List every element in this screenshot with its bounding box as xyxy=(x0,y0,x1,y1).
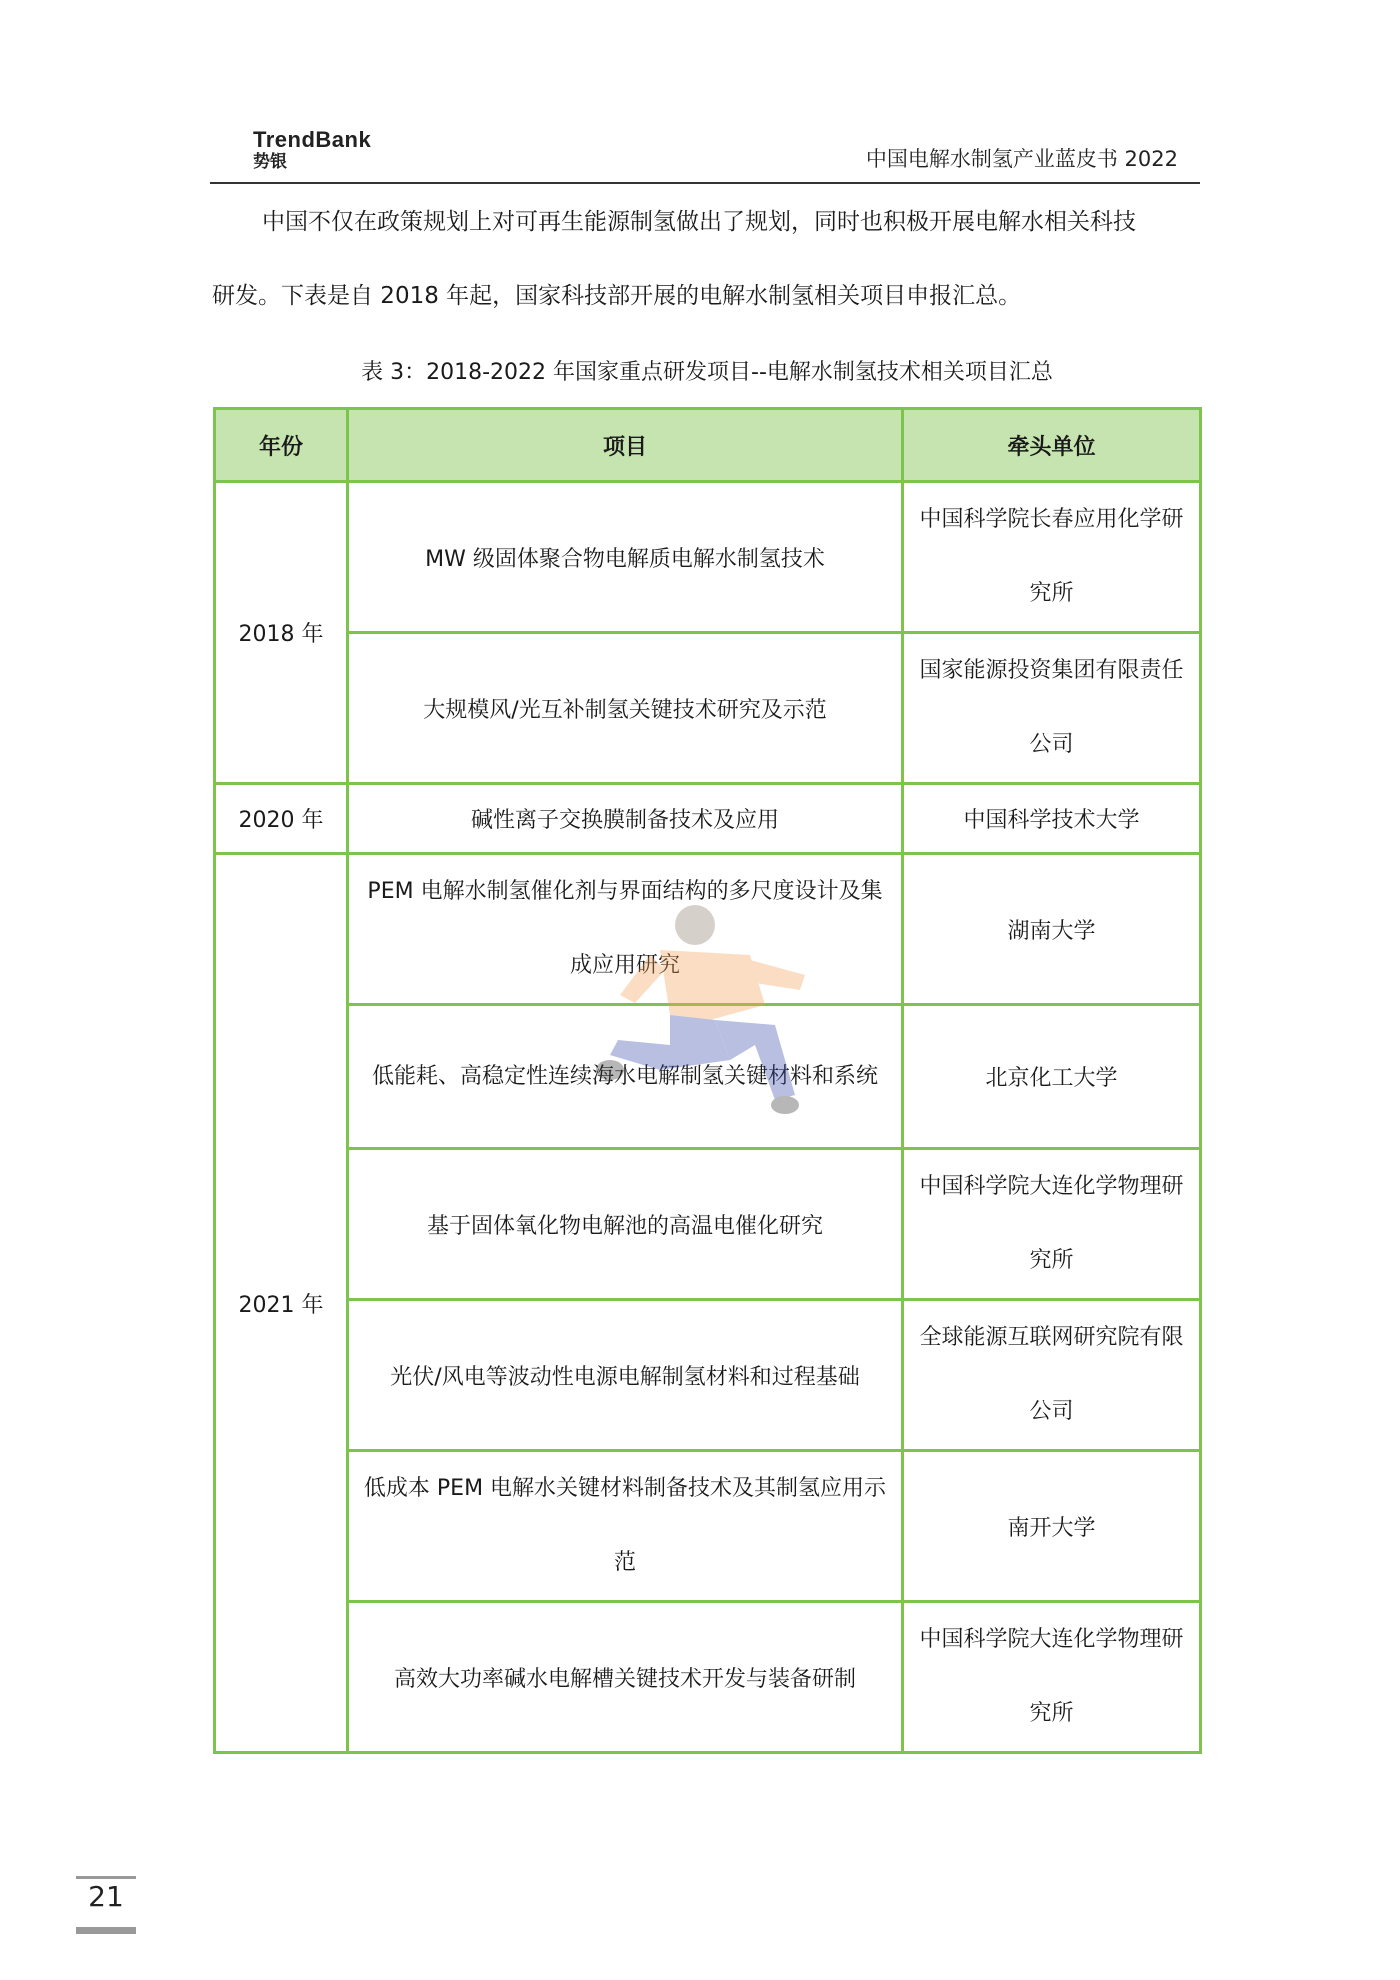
body-paragraph-line-1: 中国不仅在政策规划上对可再生能源制氢做出了规划，同时也积极开展电解水相关科技 xyxy=(262,209,1136,235)
page-number-top-bar xyxy=(76,1876,136,1879)
unit-cell: 国家能源投资集团有限责任公司 xyxy=(903,633,1201,784)
page-number: 21 xyxy=(88,1880,124,1913)
header-divider xyxy=(210,182,1200,184)
table-row xyxy=(215,1300,1201,1451)
table-caption: 表 3：2018-2022 年国家重点研发项目--电解水制氢技术相关项目汇总 xyxy=(361,360,1053,385)
project-cell: 基于固体氧化物电解池的高温电催化研究 xyxy=(348,1149,903,1300)
table-header-row xyxy=(215,409,1201,482)
project-cell: 碱性离子交换膜制备技术及应用 xyxy=(348,784,903,854)
logo-text-en: TrendBank xyxy=(253,127,372,152)
body-paragraph-line-2: 研发。下表是自 2018 年起，国家科技部开展的电解水制氢相关项目申报汇总。 xyxy=(212,283,1022,309)
trendbank-logo xyxy=(253,128,371,172)
page-number-bottom-bar xyxy=(76,1927,136,1934)
unit-cell: 南开大学 xyxy=(903,1451,1201,1602)
unit-cell: 中国科学院长春应用化学研究所 xyxy=(903,482,1201,633)
project-cell: PEM 电解水制氢催化剂与界面结构的多尺度设计及集成应用研究 xyxy=(348,854,903,1005)
unit-cell: 中国科学院大连化学物理研究所 xyxy=(903,1602,1201,1753)
logo-text-cn: 势银 xyxy=(253,152,287,172)
table-row xyxy=(215,784,1201,854)
header-project: 项目 xyxy=(348,409,903,482)
table-row xyxy=(215,482,1201,633)
table-row xyxy=(215,1149,1201,1300)
header-lead-unit: 牵头单位 xyxy=(903,409,1201,482)
runner-watermark-icon xyxy=(590,895,830,1135)
unit-cell: 湖南大学 xyxy=(903,854,1201,1005)
project-cell: 高效大功率碱水电解槽关键技术开发与装备研制 xyxy=(348,1602,903,1753)
year-cell: 2021 年 xyxy=(215,854,348,1753)
table-row xyxy=(215,1602,1201,1753)
project-cell: 低成本 PEM 电解水关键材料制备技术及其制氢应用示范 xyxy=(348,1451,903,1602)
unit-cell: 全球能源互联网研究院有限公司 xyxy=(903,1300,1201,1451)
unit-cell: 中国科学院大连化学物理研究所 xyxy=(903,1149,1201,1300)
table-row xyxy=(215,1451,1201,1602)
project-cell: MW 级固体聚合物电解质电解水制氢技术 xyxy=(348,482,903,633)
project-cell: 大规模风/光互补制氢关键技术研究及示范 xyxy=(348,633,903,784)
year-cell: 2020 年 xyxy=(215,784,348,854)
table-row xyxy=(215,633,1201,784)
header-year: 年份 xyxy=(215,409,348,482)
unit-cell: 北京化工大学 xyxy=(903,1005,1201,1149)
document-title: 中国电解水制氢产业蓝皮书 2022 xyxy=(865,147,1178,171)
project-cell: 光伏/风电等波动性电源电解制氢材料和过程基础 xyxy=(348,1300,903,1451)
unit-cell: 中国科学技术大学 xyxy=(903,784,1201,854)
year-cell: 2018 年 xyxy=(215,482,348,784)
project-cell: 低能耗、高稳定性连续海水电解制氢关键材料和系统 xyxy=(348,1005,903,1149)
